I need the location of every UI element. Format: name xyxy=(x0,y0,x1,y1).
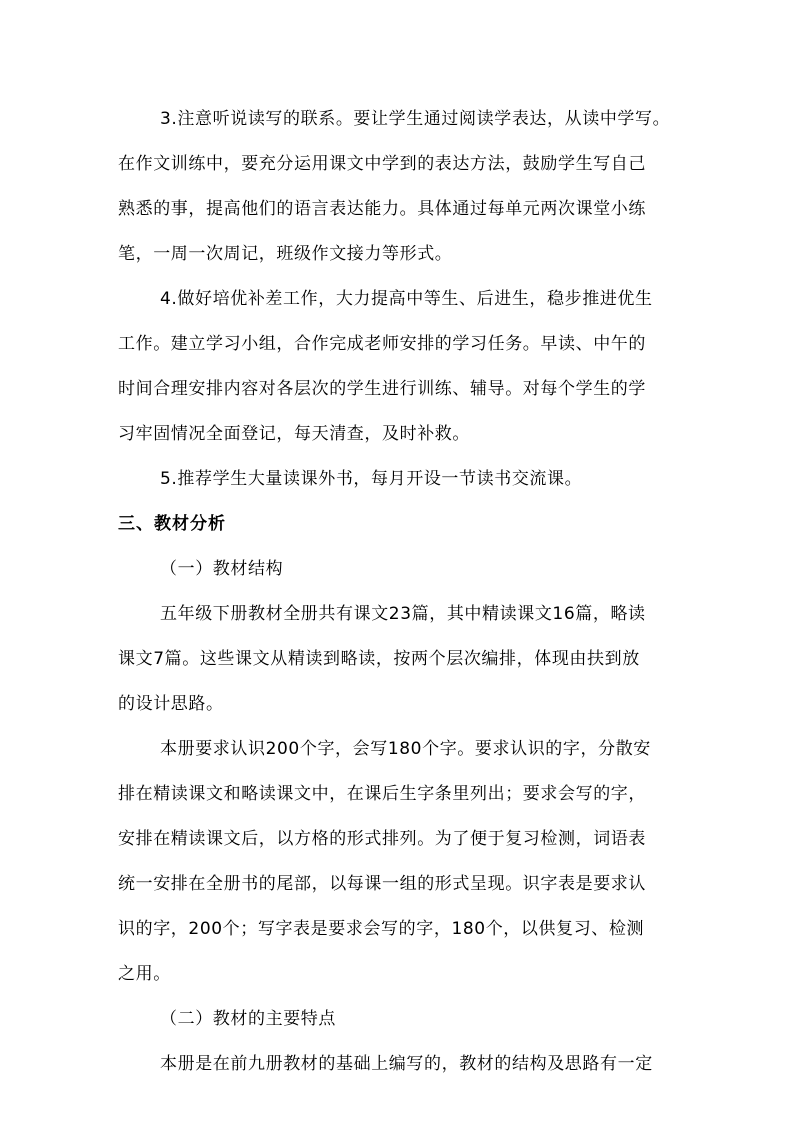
paragraph-4-line-3 xyxy=(0,366,794,412)
paragraph-3-line-3 xyxy=(0,186,794,232)
paragraph-3-line-4 xyxy=(0,231,794,277)
paragraph-4-line-1 xyxy=(0,276,794,322)
structure-para-line-3 xyxy=(0,681,794,727)
text-line: 工作。建立学习小组，合作完成老师安排的学习任务。早读、中午的 xyxy=(118,334,646,354)
subheading-2 xyxy=(0,996,794,1042)
structure-para-line-2 xyxy=(0,636,794,682)
text-line: 课文7篇。这些课文从精读到略读，按两个层次编排，体现由扶到放 xyxy=(118,649,640,669)
text-line: 五年级下册教材全册共有课文23篇，其中精读课文16篇，略读 xyxy=(160,604,646,624)
text-line: 时间合理安排内容对各层次的学生进行训练、辅导。对每个学生的学 xyxy=(118,379,646,399)
text-line: 排在精读课文和略读课文中，在课后生字条里列出；要求会写的字， xyxy=(118,784,646,804)
text-line: 本册要求认识200个字，会写180个字。要求认识的字，分散安 xyxy=(160,739,651,759)
chars-para-line-1 xyxy=(0,726,794,772)
paragraph-4-line-2 xyxy=(0,321,794,367)
text-line: 识的字，200个；写字表是要求会写的字，180个，以供复习、检测 xyxy=(118,919,645,939)
text-line: 熟悉的事，提高他们的语言表达能力。具体通过每单元两次课堂小练 xyxy=(118,199,646,219)
text-line: 在作文训练中，要充分运用课文中学到的表达方法，鼓励学生写自己 xyxy=(118,154,646,174)
text-line: 之用。 xyxy=(118,964,171,984)
text-line: 的设计思路。 xyxy=(118,694,224,714)
paragraph-3-line-2 xyxy=(0,141,794,187)
paragraph-5-line-1 xyxy=(0,456,794,502)
section-heading xyxy=(0,501,794,547)
text-line: 本册是在前九册教材的基础上编写的，教材的结构及思路有一定 xyxy=(160,1054,653,1074)
paragraph-3-line-1 xyxy=(0,96,794,142)
text-line: 笔，一周一次周记，班级作文接力等形式。 xyxy=(118,244,453,264)
paragraph-4-line-4 xyxy=(0,411,794,457)
text-line: 安排在精读课文后，以方格的形式排列。为了便于复习检测，词语表 xyxy=(118,829,646,849)
subheading-1 xyxy=(0,546,794,592)
text-line: 3.注意听说读写的联系。要让学生通过阅读学表达，从读中学写。 xyxy=(160,109,671,129)
chars-para-line-6 xyxy=(0,951,794,997)
text-line: 5.推荐学生大量读课外书，每月开设一节读书交流课。 xyxy=(160,469,583,489)
subheading-text: （二）教材的主要特点 xyxy=(160,1009,336,1029)
text-line: 习牢固情况全面登记，每天清查，及时补救。 xyxy=(118,424,470,444)
heading-text: 三、教材分析 xyxy=(118,514,226,534)
chars-para-line-3 xyxy=(0,816,794,862)
text-line: 4.做好培优补差工作，大力提高中等生、后进生，稳步推进优生 xyxy=(160,289,653,309)
chars-para-line-4 xyxy=(0,861,794,907)
subheading-text: （一）教材结构 xyxy=(160,559,284,579)
chars-para-line-2 xyxy=(0,771,794,817)
chars-para-line-5 xyxy=(0,906,794,952)
structure-para-line-1 xyxy=(0,591,794,637)
text-line: 统一安排在全册书的尾部，以每课一组的形式呈现。识字表是要求认 xyxy=(118,874,646,894)
features-para-line-1 xyxy=(0,1041,794,1087)
